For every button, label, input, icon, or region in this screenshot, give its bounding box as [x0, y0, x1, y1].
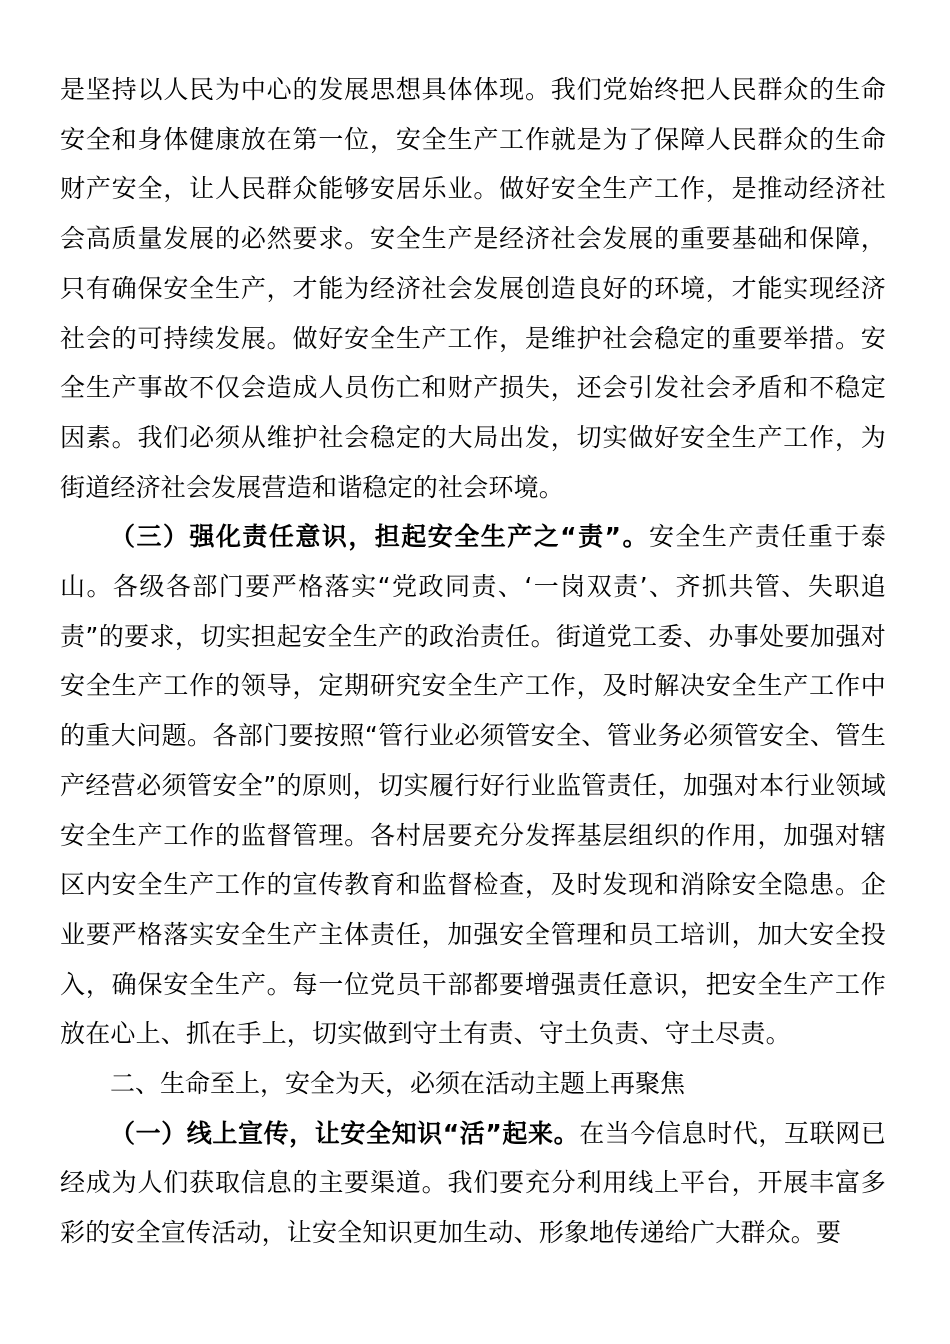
paragraph-body-responsibility: 安全生产责任重于泰山。各级各部门要严格落实“党政同责、‘一岗双责’、齐抓共管、失职追责”的要求，切实担起安全生产的政治责任。街道党工委、办事处要加强对安全生产工作的领导，定期研究安全生产工作，及时解决安全生产工作中的重大问题。各部门要按照“管行业必须管安全、管业务必须管安全、管生产经营必须管安全”的原则，切实履行好行业监管责任，加强对本行业领域安全生产工作的监督管理。各村居要充分发挥基层组织的作用，加强对辖区内安全生产工作的宣传教育和监督检查，及时发现和消除安全隐患。企业要严格落实安全生产主体责任，加强安全管理和员工培训，加大安全投入，确保安全生产。每一位党员干部都要增强责任意识，把安全生产工作放在心上、抓在手上，切实做到守土有责、守土负责、守土尽责。 — [60, 522, 886, 1049]
paragraph-lead-online-publicity: （一）线上宣传，让安全知识“活”起来。 — [110, 1118, 580, 1148]
section-heading-2: 二、生命至上，安全为天，必须在活动主题上再聚焦 — [110, 1069, 686, 1099]
paragraph-online-publicity — [60, 1109, 886, 1258]
paragraph-continuation: 是坚持以人民为中心的发展思想具体体现。我们党始终把人民群众的生命安全和身体健康放在第一位，安全生产工作就是为了保障人民群众的生命财产安全，让人民群众能够安居乐业。做好安全生产工作，是推动经济社会高质量发展的必然要求。安全生产是经济社会发展的重要基础和保障，只有确保安全生产，才能为经济社会发展创造良好的环境，才能实现经济社会的可持续发展。做好安全生产工作，是维护社会稳定的重要举措。安全生产事故不仅会造成人员伤亡和财产损失，还会引发社会矛盾和不稳定因素。我们必须从维护社会稳定的大局出发，切实做好安全生产工作，为街道经济社会发展营造和谐稳定的社会环境。 — [60, 75, 886, 502]
paragraph-responsibility — [60, 512, 886, 1059]
paragraph-lead-responsibility: （三）强化责任意识，担起安全生产之“责”。 — [110, 522, 649, 552]
paragraph-body-online-publicity: 在当今信息时代，互联网已经成为人们获取信息的主要渠道。我们要充分利用线上平台，开展丰富多彩的安全宣传活动，让安全知识更加生动、形象地传递给广大群众。要 — [60, 1118, 886, 1248]
